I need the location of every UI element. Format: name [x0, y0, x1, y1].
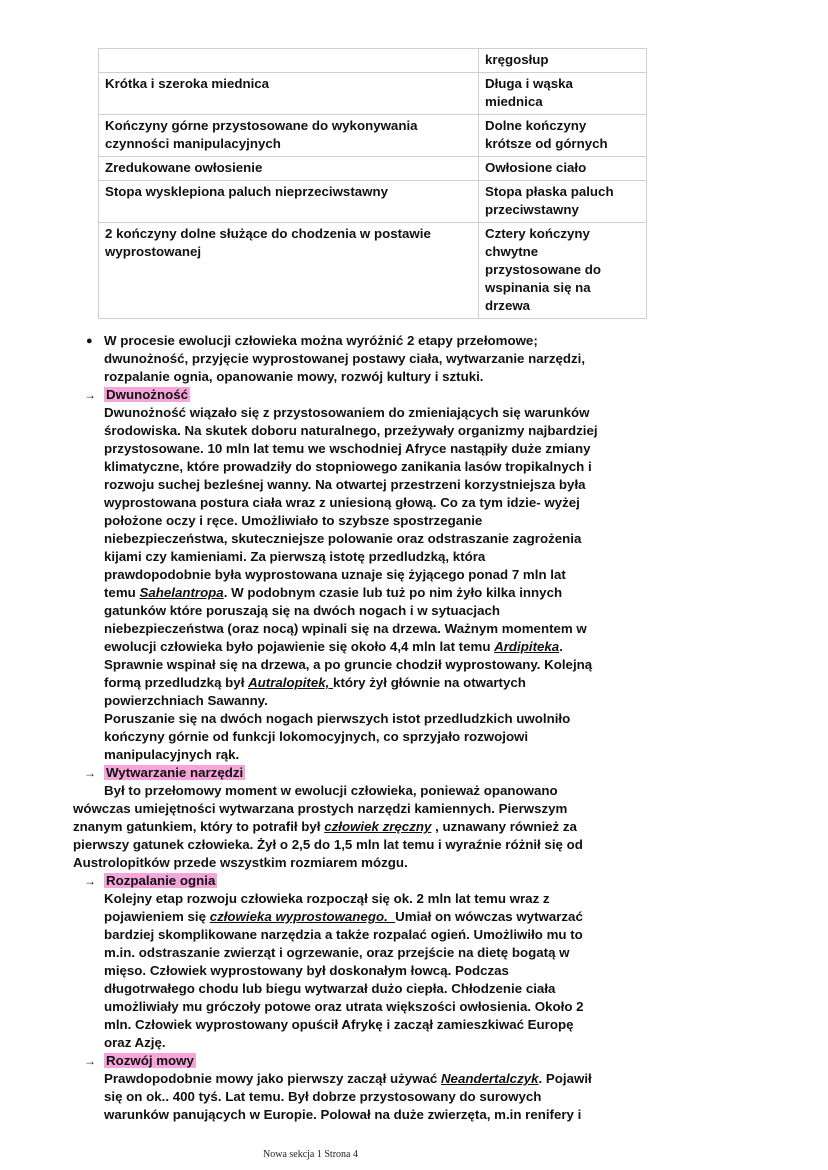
text: pojawieniem się	[104, 909, 210, 924]
cell-line: Kończyny górne przystosowane do wykonywania	[105, 118, 418, 133]
cell-line: Zredukowane owłosienie	[105, 160, 263, 175]
cell-line: czynności manipulacyjnych	[105, 136, 281, 151]
section-heading	[0, 764, 828, 782]
cell-line: Cztery kończyny	[485, 226, 590, 241]
text-line	[0, 1034, 828, 1052]
text-line	[0, 494, 828, 512]
cell-line: przystosowane do	[485, 262, 601, 277]
cell-line: Dolne kończyny	[485, 118, 587, 133]
text-line	[0, 800, 828, 818]
text: Austrolopitków przede wszystkim rozmiarem mózgu.	[73, 855, 408, 870]
text: Umiał on wówczas wytwarzać	[395, 909, 583, 924]
text-line	[0, 836, 828, 854]
text: niebezpieczeństwa (oraz nocą) wpinali się na drzewa. Ważnym momentem w	[104, 621, 587, 636]
text-line	[0, 440, 828, 458]
text-line	[0, 530, 828, 548]
text: znanym gatunkiem, który to potrafił był	[73, 819, 325, 834]
table-row	[99, 115, 647, 157]
text: Sprawnie wspinał się na drzewa, a po gruncie chodził wyprostowany. Kolejną	[104, 657, 593, 672]
cell-line: 2 kończyny dolne służące do chodzenia w postawie	[105, 226, 431, 241]
text: przystosowane. 10 mln lat temu we wschodniej Afryce nastąpiły duże zmiany	[104, 441, 591, 456]
text: który żył głównie na otwartych	[333, 675, 526, 690]
text-line	[0, 566, 828, 584]
text: niebezpieczeństwa, skuteczniejsze polowanie oraz odstraszanie zagrożenia	[104, 531, 582, 546]
text: kijami czy kamieniami. Za pierwszą istotę przedludzką, która	[104, 549, 486, 564]
table-row	[99, 181, 647, 223]
arrow-icon: →	[84, 874, 96, 888]
text: mięso. Człowiek wyprostowany był doskonałym łowcą. Podczas	[104, 963, 509, 978]
ape-trait-cell	[479, 181, 647, 223]
ape-trait-cell	[479, 115, 647, 157]
text: W procesie ewolucji człowieka można wyróżnić 2 etapy przełomowe;	[104, 333, 538, 348]
text: Był to przełomowy moment w ewolucji człowieka, ponieważ opanowano	[104, 783, 558, 798]
text-line	[0, 998, 828, 1016]
text-line	[0, 710, 828, 728]
section-heading	[0, 1052, 828, 1070]
text-line	[0, 926, 828, 944]
species-name: Neandertalczyk	[440, 1071, 539, 1086]
text-line	[0, 944, 828, 962]
text-line	[0, 1016, 828, 1034]
text-line	[0, 818, 828, 836]
text-line	[0, 602, 828, 620]
text: Prawdopodobnie mowy jako pierwszy zaczął używać	[104, 1071, 441, 1086]
text: dwunożność, przyjęcie wyprostowanej postawy ciała, wytwarzanie narzędzi,	[104, 351, 586, 366]
arrow-icon: →	[84, 388, 96, 402]
text-line	[0, 548, 828, 566]
table-row	[99, 49, 647, 73]
cell-line: Krótka i szeroka miednica	[105, 76, 270, 91]
human-trait-cell	[99, 157, 479, 181]
comparison-table	[98, 48, 647, 319]
text: Kolejny etap rozwoju człowieka rozpoczął się ok. 2 mln lat temu wraz z	[104, 891, 550, 906]
human-trait-cell	[99, 115, 479, 157]
ape-trait-cell	[479, 73, 647, 115]
text-line	[0, 476, 828, 494]
ape-trait-cell	[479, 49, 647, 73]
text: się on ok.. 400 tyś. Lat temu. Był dobrze przystosowany do surowych	[104, 1089, 542, 1104]
text-line	[0, 674, 828, 692]
text: prawdopodobnie była wyprostowana uznaje się żyjącego ponad 7 mln lat	[104, 567, 566, 582]
text: pierwszy gatunek człowieka. Żył o 2,5 do 1,5 mln lat temu i wyraźnie różnił się od	[73, 837, 583, 852]
heading-text: Dwunożność	[106, 387, 188, 402]
species-name: człowieka wyprostowanego.	[209, 909, 396, 924]
cell-line: chwytne	[485, 244, 539, 259]
text-line	[0, 1088, 828, 1106]
text-line	[0, 350, 828, 368]
text: rozwoju suchej bezleśnej wanny. Na otwartej przestrzeni korzystniejsza była	[104, 477, 586, 492]
cell-line: drzewa	[485, 298, 531, 313]
section-heading	[0, 386, 828, 404]
bullet-icon: ●	[86, 335, 93, 347]
text: manipulacyjnych rąk.	[104, 747, 240, 762]
text: gatunków które poruszają się na dwóch nogach i w sytuacjach	[104, 603, 501, 618]
text: powierzchniach Sawanny.	[104, 693, 268, 708]
text: Poruszanie się na dwóch nogach pierwszych istot przedludzkich uwolniło	[104, 711, 571, 726]
heading-text: Rozwój mowy	[106, 1053, 194, 1068]
cell-line: wspinania się na	[485, 280, 591, 295]
text: formą przedludzką był	[104, 675, 249, 690]
cell-line: Stopa płaska paluch	[485, 184, 614, 199]
arrow-icon: →	[84, 1054, 96, 1068]
cell-line: miednica	[485, 94, 543, 109]
text: bardziej skomplikowane narzędzia a także rozpalać ogień. Umożliwiło mu to	[104, 927, 583, 942]
species-name: Autralopitek,	[248, 675, 334, 690]
text-line	[0, 908, 828, 926]
cell-line: Długa i wąska	[485, 76, 573, 91]
text: . Pojawił	[538, 1071, 592, 1086]
table-row	[99, 157, 647, 181]
text: wyprostowana postura ciała wraz z uniesioną głową. Co za tym idzie- wyżej	[104, 495, 580, 510]
text-line	[0, 458, 828, 476]
text-line	[0, 890, 828, 908]
text: ewolucji człowieka było pojawienie się około 4,4 mln lat temu	[104, 639, 495, 654]
text: temu	[104, 585, 140, 600]
text: rozpalanie ognia, opanowanie mowy, rozwój kultury i sztuki.	[104, 369, 484, 384]
text: . W podobnym czasie lub tuż po nim żyło kilka innych	[223, 585, 563, 600]
text: , uznawany również za	[431, 819, 577, 834]
arrow-icon: →	[84, 766, 96, 780]
text-line	[0, 1106, 828, 1124]
text: wówczas umiejętności wytwarzana prostych narzędzi kamiennych. Pierwszym	[73, 801, 568, 816]
text-line	[0, 512, 828, 530]
species-name: Ardipiteka	[494, 639, 560, 654]
cell-line: wyprostowanej	[105, 244, 202, 259]
text-line	[0, 638, 828, 656]
human-trait-cell	[99, 73, 479, 115]
text: mln. Człowiek wyprostowany opuścił Afrykę i zaczął zamieszkiwać Europę	[104, 1017, 574, 1032]
text: oraz Azję.	[104, 1035, 166, 1050]
text-line	[0, 620, 828, 638]
text-line	[0, 782, 828, 800]
text-line	[0, 422, 828, 440]
human-trait-cell	[99, 223, 479, 319]
cell-line: kręgosłup	[485, 52, 549, 67]
heading-text: Wytwarzanie narzędzi	[106, 765, 244, 780]
text-line	[0, 980, 828, 998]
cell-line: Stopa wysklepiona paluch nieprzeciwstawny	[105, 184, 389, 199]
text: położone oczy i ręce. Umożliwiało to szybsze spostrzeganie	[104, 513, 483, 528]
cell-line: krótsze od górnych	[485, 136, 608, 151]
cell-line: Owłosione ciało	[485, 160, 587, 175]
species-name: człowiek zręczny	[324, 819, 432, 834]
text-line	[0, 368, 828, 386]
table-row	[99, 73, 647, 115]
document-body	[0, 332, 828, 1124]
text: m.in. odstraszanie zwierząt i ogrzewanie, oraz przejście na dietę bogatą w	[104, 945, 570, 960]
ape-trait-cell	[479, 223, 647, 319]
human-trait-cell	[99, 49, 479, 73]
text: kończyny górnie od funkcji lokomocyjnych, co sprzyjało rozwojowi	[104, 729, 529, 744]
page-footer: Nowa sekcja 1 Strona 4	[263, 1149, 358, 1160]
text: długotrwałego chodu lub biegu wytwarzał dużo ciepła. Chłodzenie ciała	[104, 981, 556, 996]
text-line	[0, 1070, 828, 1088]
section-heading	[0, 872, 828, 890]
text-line	[0, 656, 828, 674]
text-line	[0, 332, 828, 350]
text-line	[0, 728, 828, 746]
text-line	[0, 584, 828, 602]
text: warunków panujących w Europie. Polował na duże zwierzęta, m.in renifery i	[104, 1107, 582, 1122]
text-line	[0, 962, 828, 980]
text: środowiska. Na skutek doboru naturalnego, przeżywały organizmy najbardziej	[104, 423, 598, 438]
text-line	[0, 692, 828, 710]
ape-trait-cell	[479, 157, 647, 181]
text: umożliwiały mu gróczoły potowe oraz utrata większości owłosienia. Około 2	[104, 999, 584, 1014]
text: Dwunożność wiązało się z przystosowaniem do zmieniających się warunków	[104, 405, 590, 420]
table-row	[99, 223, 647, 319]
cell-line: przeciwstawny	[485, 202, 579, 217]
species-name: Sahelantropa	[139, 585, 224, 600]
heading-text: Rozpalanie ognia	[106, 873, 216, 888]
text-line	[0, 746, 828, 764]
text-line	[0, 854, 828, 872]
text-line	[0, 404, 828, 422]
text: .	[559, 639, 563, 654]
human-trait-cell	[99, 181, 479, 223]
text: klimatyczne, które prowadziły do stopniowego zanikania lasów tropikalnych i	[104, 459, 592, 474]
